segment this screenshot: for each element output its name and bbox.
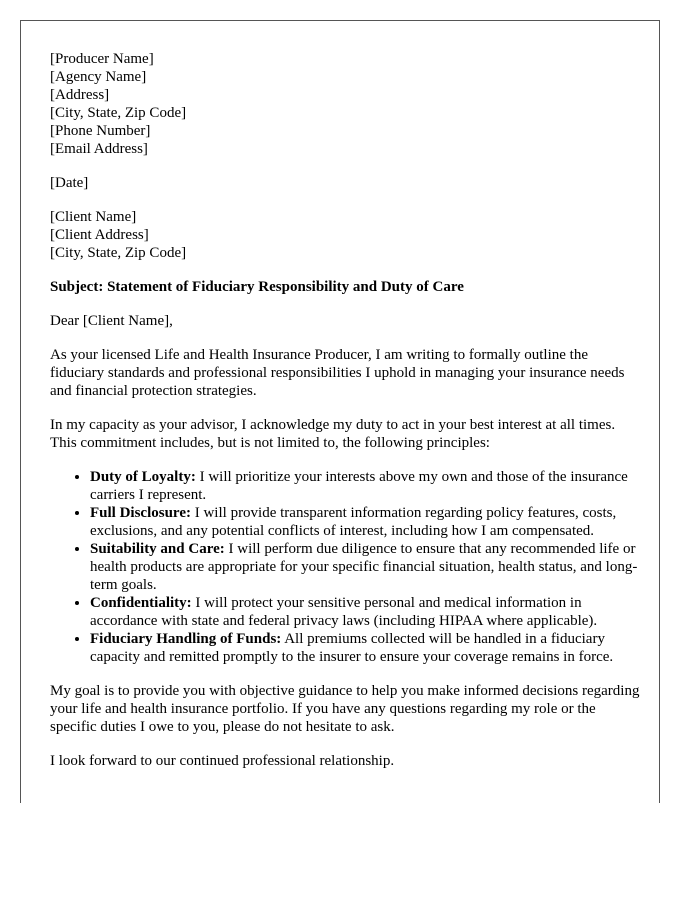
principle-title: Full Disclosure: — [90, 505, 191, 521]
sender-agency: [Agency Name] — [50, 69, 147, 85]
goal-paragraph: My goal is to provide you with objective guidance to help you make informed decisions regarding your life and health insurance portfolio. If you have any questions regarding my role or the specific duties I owe to you, please do not hesitate to ask. — [50, 683, 640, 735]
letter-page — [20, 20, 660, 803]
list-item — [90, 540, 640, 594]
sender-phone: [Phone Number] — [50, 123, 151, 139]
sender-name: [Producer Name] — [50, 51, 154, 67]
principle-title: Confidentiality: — [90, 595, 192, 611]
recipient-address: [Client Address] — [50, 227, 149, 243]
sender-email: [Email Address] — [50, 141, 148, 157]
principle-title: Suitability and Care: — [90, 541, 225, 557]
list-item — [90, 468, 640, 504]
letter-content — [50, 50, 640, 786]
list-item — [90, 594, 640, 630]
principles-list — [50, 468, 640, 666]
salutation: Dear [Client Name], — [50, 313, 173, 329]
principle-text: I will prioritize your interests above my own and those of the insurance carriers I represent. — [90, 469, 628, 503]
intro-paragraph: As your licensed Life and Health Insurance Producer, I am writing to formally outline the fiduciary standards and professional responsibilities I uphold in managing your insurance needs and financial protection strategies. — [50, 347, 625, 399]
recipient-name: [Client Name] — [50, 209, 137, 225]
recipient-city-state-zip: [City, State, Zip Code] — [50, 245, 187, 261]
principle-text: I will provide transparent information regarding policy features, costs, exclusions, and any potential conflicts of interest, including how I am compensated. — [90, 505, 617, 539]
date-block — [50, 174, 640, 192]
principle-text: I will protect your sensitive personal and medical information in accordance with state and federal privacy laws (including HIPAA where applicable). — [90, 595, 598, 629]
sender-address: [Address] — [50, 87, 110, 103]
principle-text: All premiums collected will be handled in a fiduciary capacity and remitted promptly to the insurer to ensure your coverage remains in force. — [90, 631, 614, 665]
recipient-block — [50, 208, 640, 262]
commitment-paragraph: In my capacity as your advisor, I acknowledge my duty to act in your best interest at all times. This commitment includes, but is not limited to, the following principles: — [50, 417, 616, 451]
principle-title: Fiduciary Handling of Funds: — [90, 631, 282, 647]
letter-subject: Subject: Statement of Fiduciary Responsibility and Duty of Care — [50, 279, 464, 295]
letter-date: [Date] — [50, 175, 89, 191]
list-item — [90, 630, 640, 666]
sender-block — [50, 50, 640, 158]
principle-text: I will perform due diligence to ensure that any recommended life or health products are appropriate for your specific financial situation, health status, and long-term goals. — [90, 541, 638, 593]
sender-city-state-zip: [City, State, Zip Code] — [50, 105, 187, 121]
closing-paragraph: I look forward to our continued professional relationship. — [50, 753, 395, 769]
principle-title: Duty of Loyalty: — [90, 469, 196, 485]
list-item — [90, 504, 640, 540]
